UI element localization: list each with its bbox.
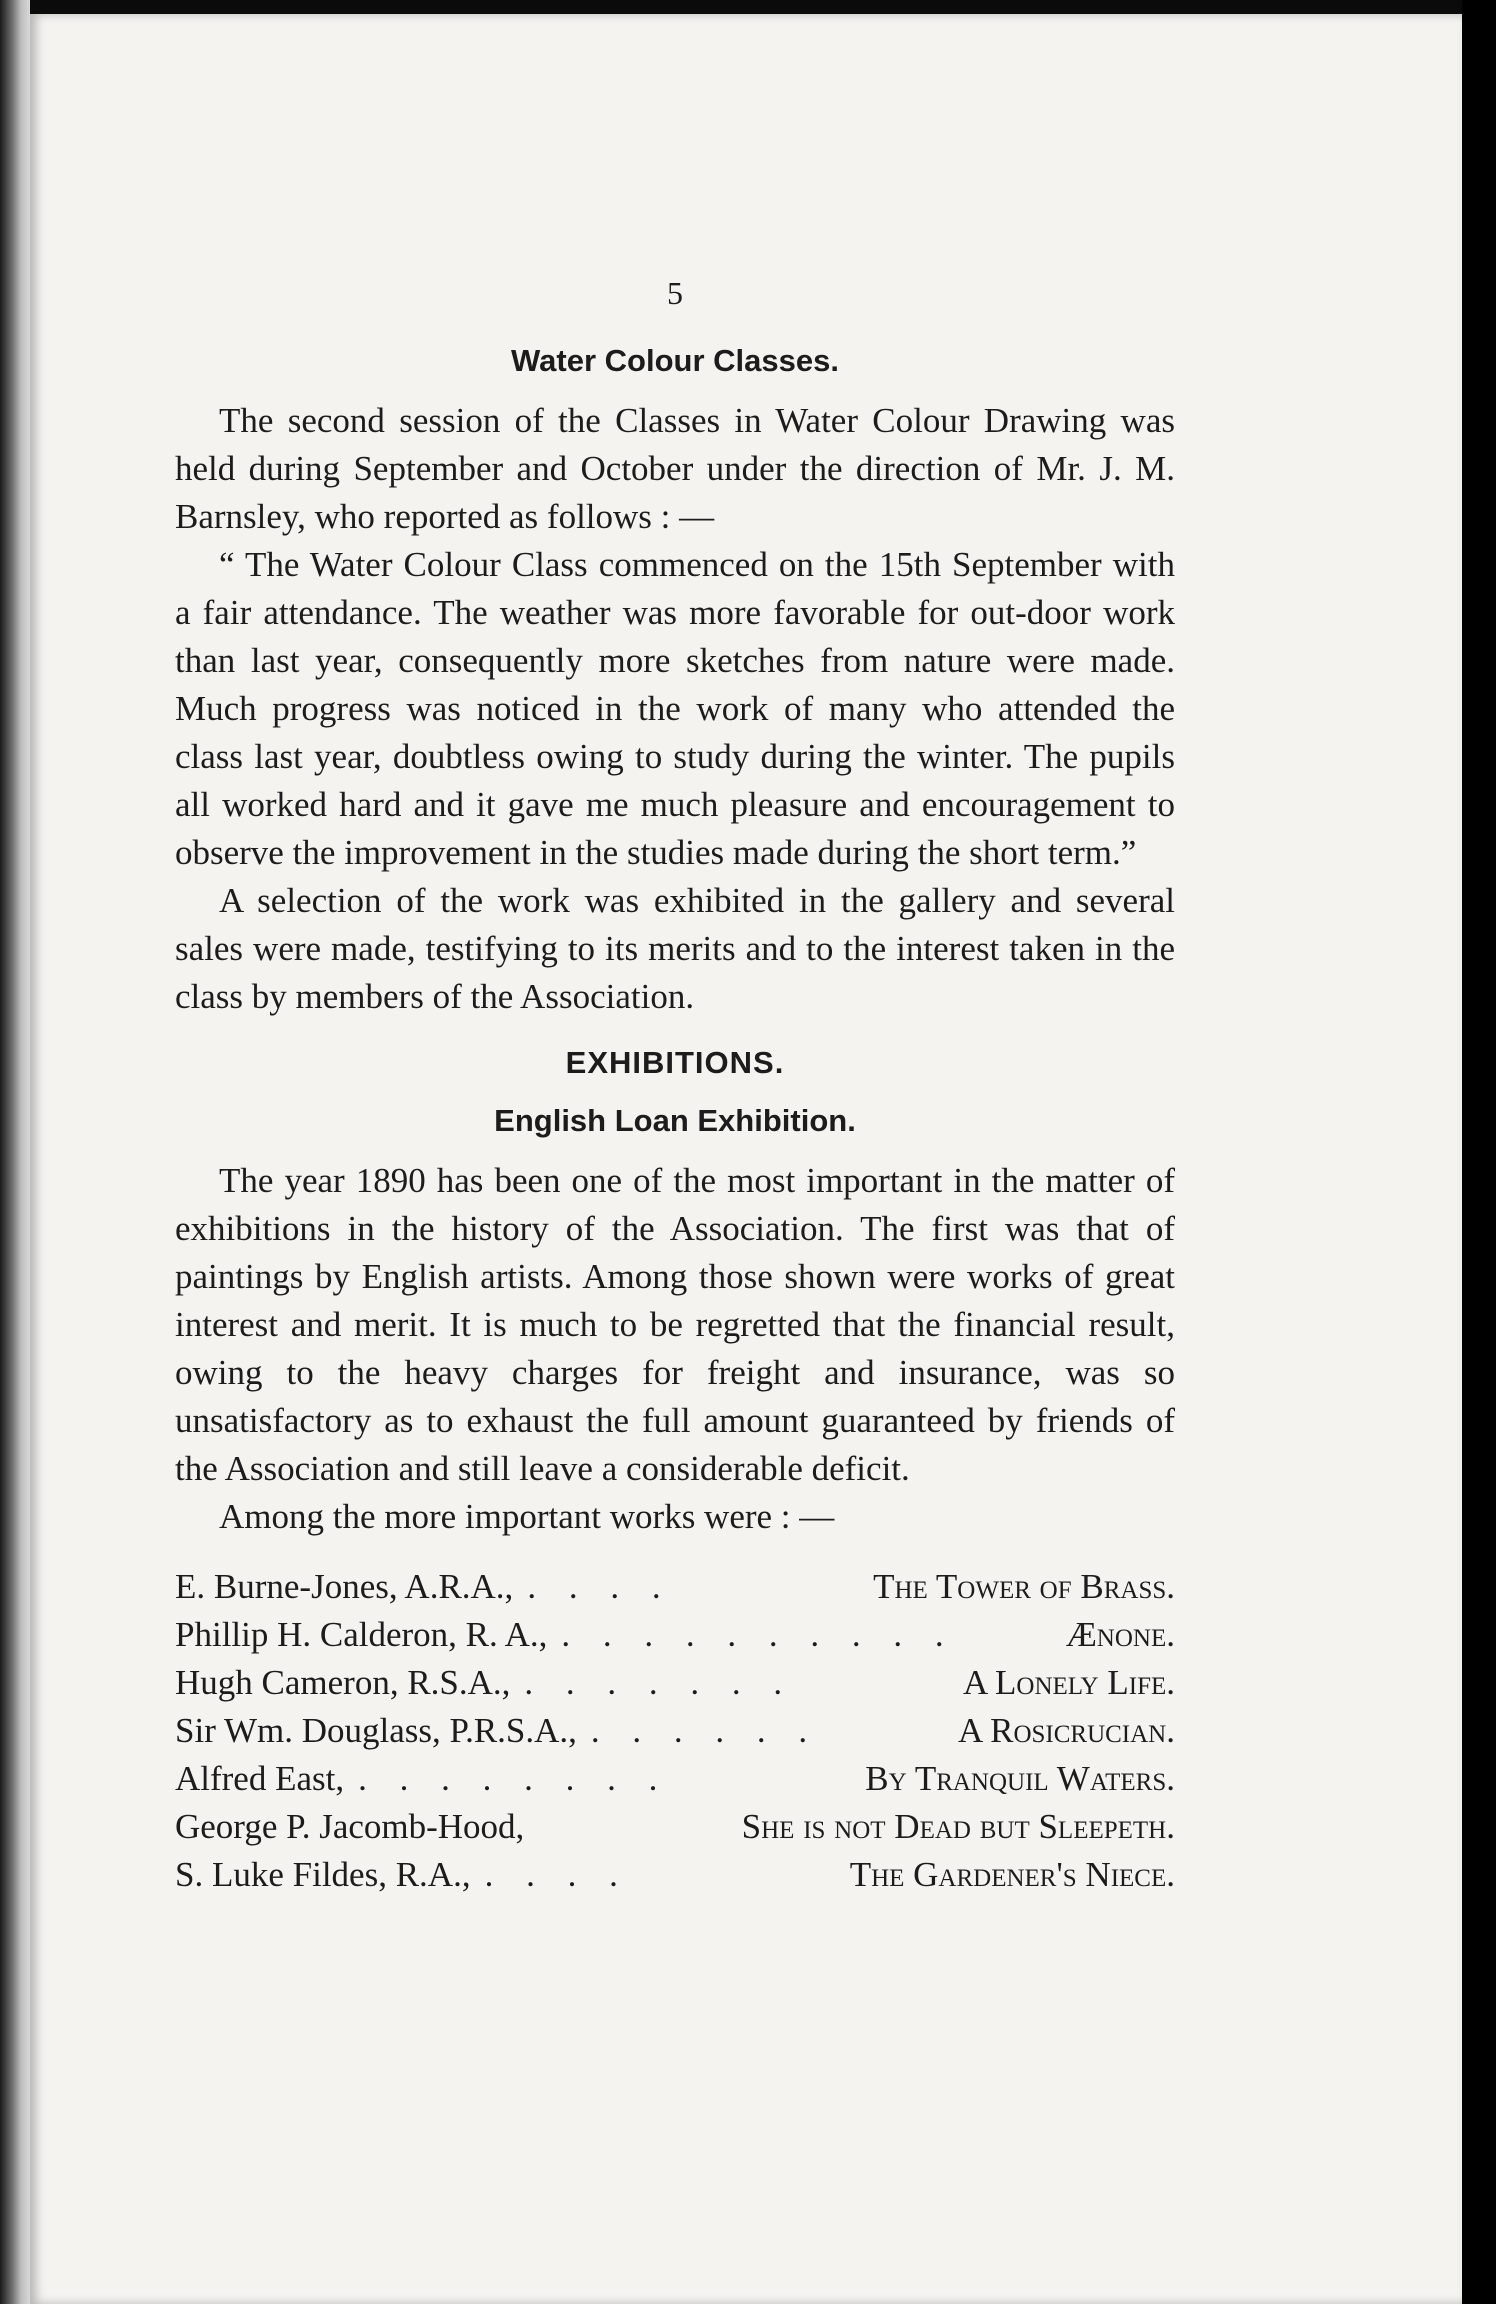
page-number: 5	[667, 275, 683, 311]
work-title: A Lonely Life.	[962, 1663, 1175, 1702]
english-loan-heading: English Loan Exhibition.	[494, 1103, 856, 1138]
work-row	[175, 1755, 1175, 1803]
work-row	[175, 1611, 1175, 1659]
water-colour-paragraph: A selection of the work was exhibited in the gallery and several sales were made, testifying to its merits and to the interest taken in the class by members of the Association.	[175, 881, 1175, 1016]
work-title: Ænone.	[1065, 1615, 1175, 1654]
work-artist: Sir Wm. Douglass, P.R.S.A.,	[175, 1711, 577, 1750]
work-artist: E. Burne-Jones, A.R.A.,	[175, 1567, 514, 1606]
scan-border	[1462, 0, 1496, 2304]
work-title: The Gardener's Niece.	[849, 1855, 1175, 1894]
water-colour-heading: Water Colour Classes.	[511, 343, 839, 378]
exhibitions-paragraph: Among the more important works were : —	[219, 1497, 835, 1536]
work-title: The Tower of Brass.	[873, 1567, 1175, 1606]
work-leader-dots: . . . .	[484, 1855, 630, 1894]
work-row	[175, 1851, 1175, 1899]
work-artist: S. Luke Fildes, R.A.,	[175, 1855, 471, 1894]
work-row	[175, 1707, 1175, 1755]
exhibitions-paragraph: The year 1890 has been one of the most important in the matter of exhibitions in the history of the Association. The first was that of paintings by English artists. Among those shown were works of great interest and merit. It is much to be regretted that the financial result, owing to the heavy charges for freight and insurance, was so unsatisfactory as to exhaust the full amount guaranteed by friends of the Association and still leave a considerable deficit.	[175, 1161, 1175, 1488]
works-list	[175, 1563, 1175, 1899]
work-artist: Alfred East,	[175, 1759, 345, 1798]
work-leader-dots: . . . .	[527, 1567, 673, 1606]
work-leader-dots: . . . . . . .	[524, 1663, 795, 1702]
page-content	[175, 269, 1175, 1899]
work-artist: Hugh Cameron, R.S.A.,	[175, 1663, 511, 1702]
book-spine-edge	[0, 0, 30, 2304]
work-row	[175, 1563, 1175, 1611]
work-artist: Phillip H. Calderon, R. A.,	[175, 1615, 548, 1654]
work-leader-dots: . . . . . . . .	[358, 1759, 670, 1798]
work-artist: George P. Jacomb-Hood,	[175, 1807, 525, 1846]
work-row	[175, 1659, 1175, 1707]
work-title: A Rosicrucian.	[958, 1711, 1175, 1750]
work-leader-dots: . . . . . . . . . .	[561, 1615, 956, 1654]
work-title: By Tranquil Waters.	[865, 1759, 1175, 1798]
water-colour-paragraph: “ The Water Colour Class commenced on the 15th September with a fair attendance. The weather was more favorable for out-door work than last year, consequently more sketches from nature were made. Much progress was noticed in the work of many who attended the class last year, doubtless owing to study during the winter. The pupils all worked hard and it gave me much pleasure and encouragement to observe the improvement in the studies made during the short term.”	[175, 545, 1175, 872]
work-leader-dots: . . . . . .	[590, 1711, 820, 1750]
work-title: She is not Dead but Sleepeth.	[741, 1807, 1175, 1846]
exhibitions-heading: EXHIBITIONS.	[565, 1045, 785, 1080]
work-row	[175, 1803, 1175, 1851]
book-page	[30, 14, 1462, 2304]
water-colour-paragraph: The second session of the Classes in Water Colour Drawing was held during September and October under the direction of Mr. J. M. Barnsley, who reported as follows : —	[175, 401, 1175, 536]
